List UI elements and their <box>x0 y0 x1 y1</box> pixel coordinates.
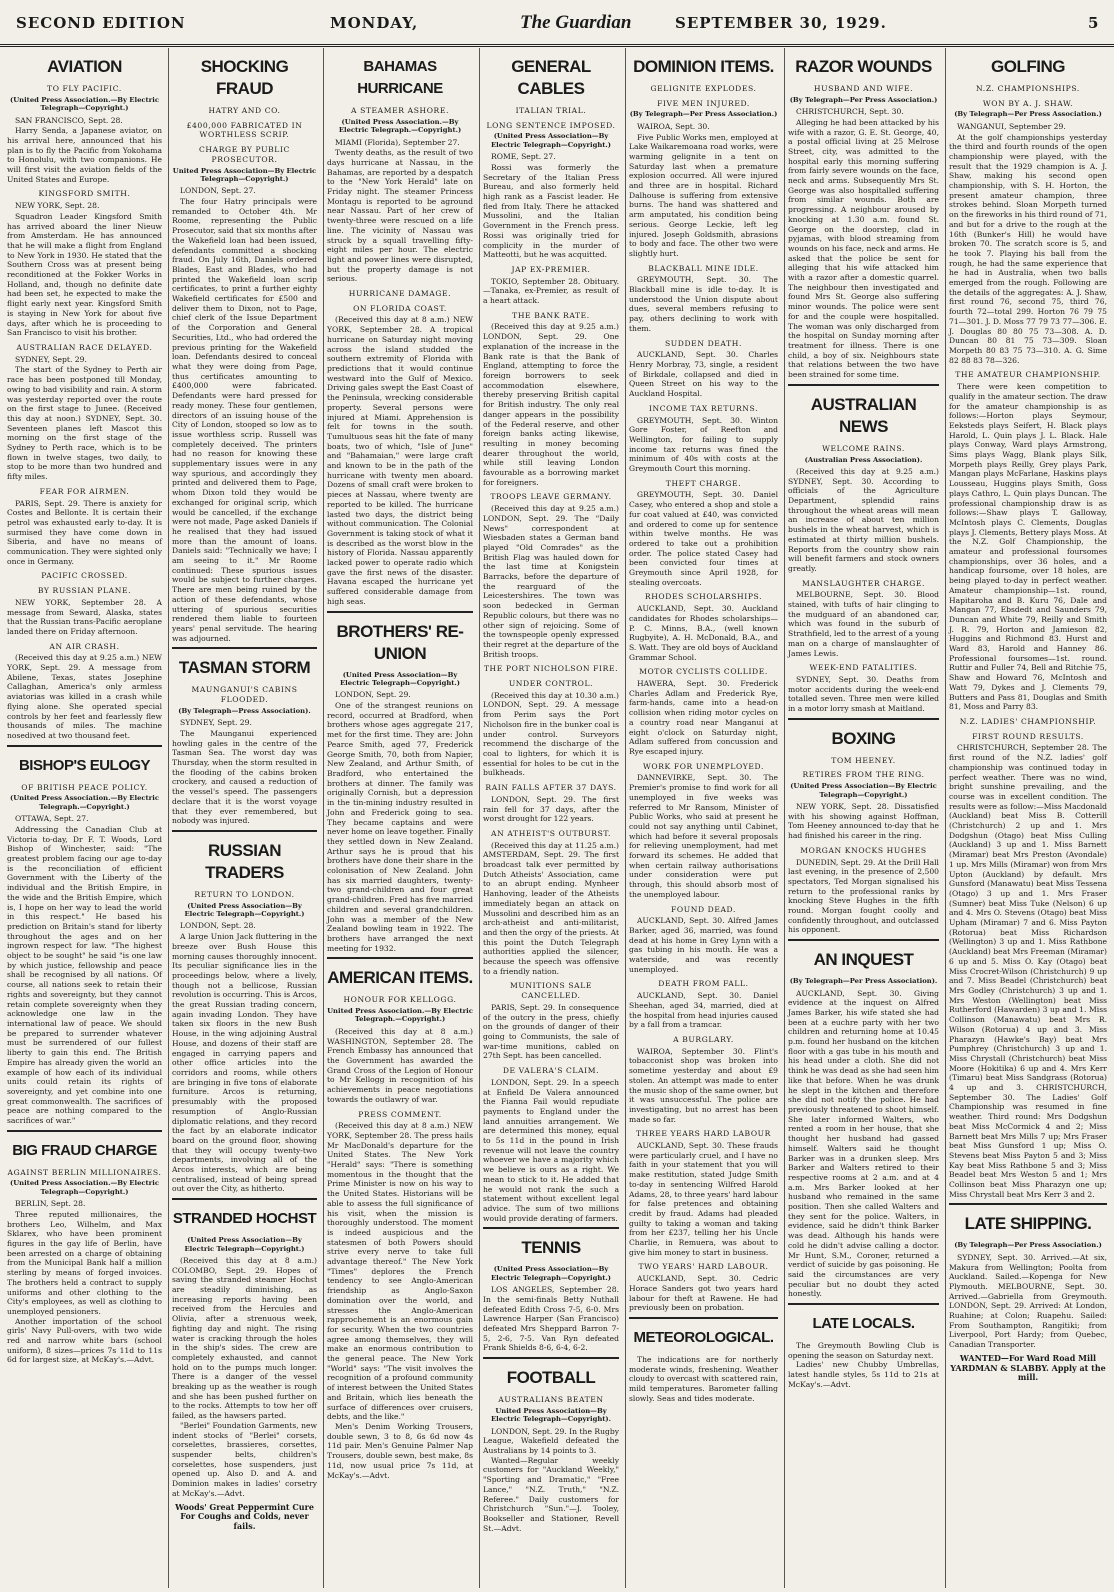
article-text: DANNEVIRKE, Sept. 30. The Premier's promise to find work for all unemployed in five weeks was referred to Mr Ransom, Minister of Public Works, who said at present he could not say anything until Cabinet, which had before it several proposals for relieving unemployment, had met forward its schemes. He added that when certain railway authorisations under consideration were put through, this should absorb most of the unemployed labour. <box>629 773 778 899</box>
subhead: TROOPS LEAVE GERMANY. <box>490 492 612 502</box>
column-6 <box>784 48 942 1588</box>
subhead: UNDER CONTROL. <box>508 679 594 689</box>
article-text: (Received this day at 8 a.m.) WASHINGTON, September 28. The French Embassy has announced that the Government has awarded the Grand Cross of the Legion of Honour to Mr Kellogg in recognition of his achievements in peace negotiations towards the outlawry of war. <box>327 1026 473 1104</box>
subhead: DEATH FROM FALL. <box>658 979 749 989</box>
divider <box>788 1303 939 1305</box>
subhead: WEEK-END FATALITIES. <box>809 663 918 673</box>
subhead: GELIGNITE EXPLODES. <box>650 84 757 93</box>
article-text: The four Hatry principals were remanded to October 4th. Mr Roome, representing the Public Prosecutor, said that six months after the Wakefield loan had been issued, defendants committed a shocking fraud. On July 16th, Daniels ordered Blades, East and Blades, who had printed the Wakefield loan scrip certificates, to print a further eighty Wakefield certificates for £500 and deliver them to Dixon, not to Page, chief clerk of the Issue Department of the Corporation and General Securities, Ltd., who had ordered the previous printing for the Wakefield loan. Defendants desired to conceal what they were doing from Page, thus certificates amounting to £400,000 were fabricated. Defendants were hard pressed for ready money. These four gentlemen, directors of an issuing house of the City of London, stooped so low as to issue worthless scrip. Russell was completely deceived. The printers had no reason for knowing these supplementary issues were in any way spurious, and accordingly they printed and delivered them to Page, whom Dixon told they would be exchanged for original scrip, which would be cancelled, if the exchange were not made, Page asked Daniels if he realised that they had issued more than the amount of loans. Daniels said: "Technically we have; I am seeing to it." Mr Roome continued: These spurious issues would be subject to further charges. There are men being ruined by the action of these defendants, whose uttering of spurious securities rendered them liable to fourteen years' penal servitude. The hearing was adjourned. <box>172 197 317 643</box>
subhead: THEFT CHARGE. <box>665 478 742 488</box>
article-text: GREYMOUTH, Sept. 30. The Blackball mine is idle to-day. It is understood the Union dispute about dues, several members refusing to pay, others declining to work with them. <box>629 275 778 333</box>
headline-american-items: AMERICAN ITEMS. <box>327 968 473 988</box>
dateline: NEW YORK, Sept. 28. <box>15 201 100 211</box>
headline-tennis: TENNIS <box>521 1238 581 1258</box>
article-text: LOS ANGELES, September 28. In the semi-finals Betty Nuthall defeated Edith Cross 7-5, 6-0. Mrs Lawrence Harper (San Francisco) defeated Mrs Sheppard Barron 7-5, 2-6, 7-5. Van Ryn defeated Frank Shields 8-6, 6-4, 6-2. <box>483 1285 619 1353</box>
subhead: THE AMATEUR CHAMPIONSHIP. <box>955 370 1101 380</box>
article-text: GREYMOUTH, Sept. 30. Winton Gore Foster, of Reefton and Wellington, for failing to supply income tax returns was fined the minimum of 40s with costs at the Greymouth Court this morning. <box>629 415 778 474</box>
subhead: MAUNGANUI'S CABINS FLOODED. <box>191 685 298 705</box>
subhead: AUSTRALIAN RACE DELAYED. <box>16 342 153 352</box>
subhead: AN ATHEIST'S OUTBURST. <box>491 828 611 838</box>
article-text: The indications are for northerly moderate winds, freshening. Weather cloudy to overcast with scattered rain, mild temperatures. Barometer falling slowly. Seas and tides moderate. <box>629 1354 778 1403</box>
subhead: HURRICANE DAMAGE. <box>348 289 452 299</box>
credit-line: (United Press Association—By Electric Telegraph—Copyright.) <box>790 782 937 799</box>
subhead: A STEAMER ASHORE. <box>350 106 450 115</box>
subhead: ON FLORIDA COAST. <box>353 303 447 313</box>
headline-russian-traders: RUSSIAN TRADERS <box>205 840 284 882</box>
dateline: SYDNEY, Sept. 29. <box>180 718 252 728</box>
headline-stranded-hochst: STRANDED HOCHST <box>172 1210 317 1228</box>
subhead: TWO YEARS' HARD LABOUR. <box>638 1262 769 1272</box>
article-text: The start of the Sydney to Perth air race has been postponed till Monday, owing to bad visibility and rain. A storm was yesterday reported over the route on the first stage to Junee. (Received this day at noon.) SYDNEY, Sept. 30. Seventeen planes left Mascot this morning on the first stage of the Sydney to Perth race, which is to be flown in twelve stages, two daily, to stop to be more than two hundred and fifty miles. <box>7 365 162 482</box>
article-text: AUCKLAND, Sept. 30. These frauds were particularly cruel, and I have no faith in your statement that you will make restitution, stated Judge Smith to-day in sentencing Wilfred Harold Adams, 28, to three years' hard labour for false pretences and obtaining credit by fraud. Adams had pleaded guilty to taking a woman and taking from her £237, telling her his Uncle Charlie, in Remuera, was about to give him money to start in business. <box>629 1141 778 1257</box>
article-text: (Received this day at 8 a.m.) COLOMBO, Sept. 29. Hopes of saving the stranded steamer Hochst are steadily diminishing, as increasing reports having been received from the Hercules and Olivia, after a strenuous week, fighting day and night. The rising water is cracking through the holes in the ship's sides. The crew are completely exhausted, and cannot hold on to the pumps much longer. There is a danger of the vessel breaking up as the weather is rough and she has been pushed further on to the rocks. Attempts to tow her off failed, as the hawsers parted. <box>172 1255 317 1421</box>
credit-line: (By Telegraph—Per Press Association.) <box>954 110 1102 119</box>
headline-australian-news: AUSTRALIAN NEWS <box>810 394 917 436</box>
headline-aviation: AVIATION <box>47 57 122 76</box>
dateline: WAIROA, Sept. 30. <box>637 121 710 131</box>
credit-line: (United Press Association.—By Electric Telegraph—Copyright.) <box>10 1179 159 1196</box>
column-3 <box>323 48 476 1588</box>
headline-fraud-charge: BIG FRAUD CHARGE <box>12 1141 157 1159</box>
subhead: MUNITIONS SALE CANCELLED. <box>509 981 593 1001</box>
article-text: Harry Senda, a Japanese aviator, on his arrival here, announced that his plan is to fly the Pacific from Yokohama to Honolulu, with two companions. He will first visit the aviation fields of the United States and Europe. <box>7 126 162 184</box>
article-text: (Received this day at 10.30 a.m.) LONDON, Sept. 29. A message from Perim says the Port Nicholson fire in the bunker coal is under control. Surveyors recommend the discharge of the coal to lighters, for which it is essential for holes to be cut in the bulkheads. <box>483 690 619 778</box>
subhead: HONOUR FOR KELLOGG. <box>343 995 457 1005</box>
article-text: SYDNEY, Sept. 30. Deaths from motor accidents during the week-end totalled seven. Three men were killed in a motor lorry smash at Maitland. <box>788 674 939 714</box>
subhead: CHARGE BY PUBLIC PROSECUTOR. <box>199 145 290 164</box>
headline-razor-wounds: RAZOR WOUNDS <box>795 57 932 76</box>
subhead: AN AIR CRASH. <box>49 641 120 651</box>
article-text: Five Public Works men, employed at Lake Waikaremoana road works, were warming gelignite in a tent on Saturday last when a premature explosion occurred. All were injured and three are in hospital. Richard Dalhouse is suffering from extensive burns. The hand was shattered and arm amputated, his condition being serious. George Leckie, left leg injured. Joseph Goldsmith, abrasions to body and face. The other two were slightly hurt. <box>629 132 778 258</box>
article-text: NEW YORK, Sept. 28. Dissatisfied with his showing against Hoffman, Tom Heeney announced to-day that he had finished his career in the ring. <box>788 802 939 841</box>
subhead: PACIFIC CROSSED. <box>41 571 128 581</box>
credit-line: (By Telegraph—Per Press Association). <box>789 977 938 986</box>
edition-label: SECOND EDITION <box>16 14 186 32</box>
credit-line: (United Press Association.—By Electric Telegraph.—Copyright.) <box>10 794 159 811</box>
divider <box>7 745 162 747</box>
subhead: HATRY AND CO. <box>208 106 281 115</box>
article-text: NEW YORK, September 28. A message from Seward, Alaska, states that the Russian trans-Pacific aeroplane landed there on Friday afternoon. <box>7 597 162 636</box>
divider <box>7 1130 162 1132</box>
article-text: AUCKLAND, Sept. 30. Giving evidence at the inquest on Alfred James Barker, his wife stated she had been at a euchre party with her two children and returning home at 10.45 p.m. found her husband on the kitchen floor with a gas tube in his mouth and his head under a cloth. She did not think he was dead as she had seen him like that before. When he was drunk he slept in the kitchen and therefore she did not notify the police. He had previously threatened to shoot himself. She later informed Walters, who rented a room in her house, that she thought her husband had gassed himself. Walters said he thought Barker was in a drunken sleep. Mrs Barker and Walters retired to their respective rooms at 2 a.m. and at 4 a.m. Mrs Barker looked at her husband who remained in the same position. Then she called Walters and they sent for the police. Walters, in evidence, said he didn't think Barker was dead. Although his hands were cold he didn't advise calling a doctor. Mr Hunt, S.M., Coroner, returned a verdict of suicide by gas poisoning. He said the circumstances are very peculiar but no doubt they acted honestly. <box>788 988 939 1299</box>
date-label: SEPTEMBER 30, 1929. <box>675 14 887 32</box>
subhead: MORGAN KNOCKS HUGHES <box>800 845 927 855</box>
article-text: TOKIO, September 28. Obituary.—Tanaka, ex-Premier, as result of a heart attack. <box>483 276 619 306</box>
article-text: LONDON, Sept. 29. In the Rugby League, Wakefield defeated the Australians by 14 points to 3. <box>483 1426 619 1455</box>
subhead: BY RUSSIAN PLANE. <box>37 586 132 596</box>
divider <box>327 611 473 613</box>
credit-line: (By Telegraph—Per Press Association.) <box>954 1241 1102 1250</box>
column-5 <box>625 48 781 1588</box>
divider <box>788 939 939 941</box>
subhead: RETURN TO LONDON. <box>194 889 295 899</box>
divider <box>483 1227 619 1229</box>
divider <box>949 1203 1107 1205</box>
subhead: RETIRES FROM THE RING. <box>802 770 925 780</box>
article-text: CHRISTCHURCH, September 28. The first round of the N.Z. ladies' golf championship was continued today in perfect weather. There was no wind, bright sunshine prevailing, and the course was in excellent condition. The results were as follow:—Miss Macdonald (Auckland) beat Miss B. Cotterill (Christchurch) 2 up and 1. Mrs Dodgshun (Otago) beat Miss Culling (Auckland) 3 up and 1. Miss Barnett (Miramar) beat Mrs Preston (Avondale) 1 up. Mrs Mills (Miramar) won from Mrs Upton (Auckland) by default. Mrs Gunsford (Manawatu) beat Miss Tessena (Otago) 3 up and 1. Mrs Fraser (Sumner) beat Miss Tuke (Nelson) 6 up and 4. Mrs O. Stevens (Otago) beat Miss Upham (Miramar) 7 and 6. Miss Payton (Rotorua) beat Miss Richardson (Wellington) 3 up and 1. Miss Rathbone (Auckland) beat Mrs Freeman (Miramar) 6 up and 5. Miss O. Kay (Otago) beat Miss Crocret-Wilson (Christchurch) 9 up and 7. Miss Beadel (Christchurch) beat Mrs Godley (Christchurch) 3 up and 1. Mrs Weston (Wellington) beat Miss Rutherford (Hawarden) 3 up and 1. Miss Collinson (Manawatu) beat Mrs R. Wilson (Rotorua) 4 up and 3. Miss Pharazyn (Hawke's Bay) beat Mrs Pumphrey (Christchurch) 3 up and 1. Miss Chrystall (Christchurch) beat Miss Moore (Hokitika) 6 up and 4. Mrs Kerr (Timaru) beat Miss Sandgrass (Rotorua) 4 up and 3. CHRISTCHURCH, September 30. The Ladies' Golf Championship was resumed in fine weather. Third round: Mrs Dodgshun beat Miss McCormick 4 and 2; Miss Barnett beat Mrs Mills 7 up; Mrs Fraser beat Miss Gunsford 1 up; Miss O. Stevens beat Miss Payton 5 and 3; Miss Kay beat Miss Rathbone 5 and 3; Miss Beadel beat Mrs Weston 5 and 1; Mrs Collinson beat Miss Pharazyn one up; Miss Chrystall beat Mrs Kerr 3 and 2. <box>949 743 1107 1199</box>
credit-line: United Press Association.—By Electric Telegraph.—Copyright.) <box>327 1007 473 1024</box>
article-text: One of the strangest reunions on record, occurred at Bradford, when brothers whose ages aggregate 217, met for the first time. They are: John Pearce Smith, aged 77, Frederick George Smith, 70, both from Napier, New Zealand, and Arthur Smith, of Bradford, who entertained the brothers at dinner. The family was originally Cornish, but a depression in the tin-mining industry resulted in John and Frederick going to sea. They became captains and were never home on leave together. Finally they settled down in New Zealand. Arthur says he is proud that his brothers have done their share in the colonisation of New Zealand. John has six married daughters, twenty-two grand-children and four great grand-children. Fred has five married children and several grandchildren. John was a member of the New Zealand bowling team in 1922. The brothers have arranged the next meeting for 1932. <box>327 701 473 953</box>
article-text: At the golf championships yesterday the third and fourth rounds of the open championship were played, with the result that the 1929 champion is A. J. Shaw, making his second open championship, with S. H. Horton, the present amateur champion, three strokes behind. Sloan Morpeth turned on the fireworks in his third round of 71, and but for a drive to the rough at the 16th (Bunker's Hill) he would have broken 70. The scratch score is 5, and he took 7. Playing his ball from the rough, he had the same experience that he had in Australia, when two balls emerged from the rough. Following are the details of the aggregates: A. J. Shaw, first round 76, second 75, third 76, fourth 72—total 299. Horton 76 79 75 71—301. J. D. Moss 77 79 73 77—306. E. J. Douglas 80 80 75 73—308. A. D. Duncan 80 81 75 73—309. Sloan Morpeth 80 83 75 73—310. A. G. Sime 82 88 83 78—326. <box>949 132 1107 365</box>
advertisement: Wanted—Regular weekly customers for "Auckland Weekly," "Sporting and Dramatic," "Free Lance," "N.Z. Truth," "N.Z. Referee." Daily customers for Christchurch "Sun."—J. Tooley, Bookseller and Stationer, Revell St.—Advt. <box>483 1455 619 1533</box>
credit-line: (Australian Press Association). <box>804 455 923 464</box>
masthead <box>0 0 1114 47</box>
dateline: SAN FRANCISCO, Sept. 28. <box>15 115 123 125</box>
divider <box>172 647 317 649</box>
dateline: LONDON, Sept. 28. <box>180 921 256 931</box>
subhead: FEAR FOR AIRMEN. <box>39 486 130 496</box>
subhead: N.Z. LADIES' CHAMPIONSHIP. <box>959 717 1097 726</box>
headline-shocking-fraud: SHOCKING FRAUD <box>200 57 289 98</box>
article-text: (Received this day at 9.25 a.m.) SYDNEY, Sept. 30. According to officials of the Agriculture Department, splendid rains throughout the wheat areas will mean an increase of about ten million bushels in the wheat harvest, which is estimated at thirty million bushels. Reports from the country show rain will benefit farmers and stock owners greatly. <box>788 466 939 573</box>
subhead: PRESS COMMENT. <box>358 1109 442 1119</box>
credit-line: (By Telegraph—Per Press Association.) <box>789 95 938 104</box>
dateline: WANGANUI, September 29. <box>957 121 1066 131</box>
advertisement: Another importation of the school girls' Navy Pull-overs, with two wide red and narrow white bars (school uniform), 8 sizes—prices 7s 11d to 11s 6d for largest size, at McKay's.—Advt. <box>7 1316 162 1365</box>
article-text: Three reputed millionaires, the brothers Leo, Wilhelm, and Max Sklarex, who have been prominent figures in the gay life of Berlin, have been arrested on a charge of obtaining from the Municipal Bank half a million sterling by means of forged invoices. The brothers held a contract to supply uniforms and other clothing to the City's employees, as well as clothing to unemployed pensioners. <box>7 1209 162 1316</box>
column-2 <box>168 48 320 1588</box>
subhead: A BURGLARY. <box>673 1034 734 1044</box>
headline-an-inquest: AN INQUEST <box>813 950 914 970</box>
subhead: RHODES SCHOLARSHIPS. <box>644 592 763 602</box>
article-text: AUCKLAND, Sept. 30. Alfred James Barker, aged 36, married, was found dead at his home in Grey Lynn with a gas tubing in his mouth. He was a waterside, and was recently unemployed. <box>629 916 778 974</box>
subhead: BLACKBALL MINE IDLE. <box>648 263 759 273</box>
subhead: LONG SENTENCE IMPOSED. <box>486 120 616 130</box>
subhead: ITALIAN TRIAL. <box>515 106 587 115</box>
advertisement: Men's Denim Working Trousers, double sewn, 3 to 8, 6s 6d now 4s 11d pair. Men's Genuine Palmer Nap Trousers, double sewn, best make, 8s 11d, now usual price 7s 11d, at McKay's.—Advt. <box>327 1422 473 1480</box>
article-text: (Received this day at 9.25 a.m.) NEW YORK, Sept. 29. A message from Abilene, Texas, states Josephine Callaghan, America's only armless aviatorias was killed in a crash while flying alone. She operated special controls by her feet and fearlessly flew thousands of miles. The machine nosedived at two thousand feet. <box>7 653 162 740</box>
credit-line: (By Telegraph—Press Association). <box>178 706 311 715</box>
article-text: AUCKLAND, Sept. 30. Charles Henry Morbray, 73, single, a resident of Birkdale, collapsed and died in Queen Street on his way to the Auckland Hospital. <box>629 350 778 399</box>
headline-football: FOOTBALL <box>506 1368 596 1388</box>
dateline: MIAMI (Florida), September 27. <box>335 137 460 147</box>
credit-line: (By Telegraph—Per Press Association.) <box>629 110 778 119</box>
headline-bishop: BISHOP'S EULOGY <box>18 756 151 774</box>
article-text: A large Union Jack fluttering in the breeze over Bush House this morning causes thoroughly innocent. Its peculiar significance lies in the proceedings below, where a lively, though not a bellicose, Russian revolution is occurring. This is Arcos, the great Russian trading concern, again invading London. They have taken six floors in the new Bush House, in the wing adjoining Austral House, and dozens of their staff are engaged in carrying papers and other office articles into the corridors and rooms, while others are bringing in five tons of elaborate furniture. Arcos is returning, presumably with the proposed resumption of Anglo-Russian diplomatic relations, and they record the fact by an elaborate indicator board on the ground floor, showing that they will occupy twenty-two departments, involving all of the Arcos interests, which are being centralised, instead of being spread out over the City, as hitherto. <box>172 932 317 1194</box>
article-text: MELBOURNE, Sept. 30. Blood stained, with tufts of hair clinging to the mudguard of an abandoned car, which was found in the suburb of Strathfield, led to the arrest of a young man on a charge of manslaughter of James Lewis. <box>788 590 939 658</box>
article-text: The Maunganui experienced howling gales in the centre of the Tasman Sea. The worst day was Thursday, when the storm resulted in the flooding of the cabins broken crockery, and caused a reduction of the vessel's speed. The passengers declare that it is the worst voyage that they ever remembered, but nobody was injured. <box>172 728 317 826</box>
article-text: LONDON, Sept. 29. In a speech at Enfield De Valera announced the Fianna Fail would repudiate payments to England under the land annuities arrangement. We are determined this money, equal to 5s 11d in the pound in Irish revenue will not leave the country whoever we have a majority which we believe is ours as a right. We mean to stick to it. He added that he would not rank the such a statement without excellent legal advice. The sum of two millions would provide derating of farmers. <box>483 1077 619 1223</box>
divider <box>172 1198 317 1200</box>
article-text: The Greymouth Bowling Club is opening the season on Saturday next. <box>788 1341 939 1360</box>
subhead: WORK FOR UNEMPLOYED. <box>643 761 764 771</box>
subhead: THE PORT NICHOLSON FIRE. <box>483 664 619 674</box>
article-text: PARIS, Sept. 29. In consequence of the outcry in the press, chiefly on the grounds of danger of their going to Communists, the sale of war-time munitions, cabled on 27th Sept. has been cancelled. <box>483 1002 619 1061</box>
subhead: MOTOR CYCLISTS COLLIDE. <box>639 667 768 677</box>
headline-meteorological: METEOROLOGICAL. <box>633 1328 774 1346</box>
column-1 <box>4 48 165 1588</box>
headline-late-shipping: LATE SHIPPING. <box>964 1214 1092 1234</box>
subhead: FIVE MEN INJURED. <box>657 98 750 108</box>
dateline: BERLIN, Sept. 28. <box>15 1199 86 1209</box>
subhead: JAP EX-PREMIER. <box>511 264 591 274</box>
article-text: AUCKLAND, Sept. 30. Daniel Sheehan, aged 34, married, died at the hospital from head injuries caused by a fall from a tramcar. <box>629 991 778 1030</box>
day-label: MONDAY, <box>330 14 419 32</box>
divider <box>483 1357 619 1359</box>
divider <box>172 830 317 832</box>
advertisement: "Berlei" Foundation Garments, new indent stocks of "Berlei" corsets, corselettes, brassieres, corsettes, suspender belts, children's corselettes, hose suspenders, just opened up. Also D. and A. and Dominion makes in ladies' corsetry at McKay's.—Advt. <box>172 1420 317 1498</box>
headline-tasman-storm: TASMAN STORM <box>178 658 311 678</box>
headline-boxing: BOXING <box>831 728 896 748</box>
dateline: OTTAWA, Sept. 27. <box>15 814 89 824</box>
article-text: (Received this day at 9.25 a.m.) LONDON, Sept. 29. One explanation of the increase in the Bank rate is that the Bank of England, attempting to force the foreign borrowers to seek accommodation elsewhere, thereby preserving British capital for British industry. The only real danger appears in the possibility of the Federal reserve, and other foreign banks acting likewise, resulting in money becoming dearer throughout the world, while still leaving London favourable as a borrowing market for foreigners. <box>483 322 619 487</box>
dateline: ROME, Sept. 27. <box>491 152 556 162</box>
subhead: FOUND DEAD. <box>671 904 736 914</box>
credit-line: (United Press Association.—By Electric Telegraph—Copyright.) <box>10 95 159 113</box>
subhead: THREE YEARS HARD LABOUR <box>636 1129 771 1139</box>
article-text: GREYMOUTH, Sept. 30. Daniel Casey, who entered a shop and stole a fur coat valued at £40, was convicted and ordered to come up for sentence within twelve months. He was ordered to take out a prohibition order. The police stated Casey had been convicted four times at Greymouth since April 1928, for stealing overcoats. <box>629 490 778 587</box>
subhead: WON BY A. J. SHAW. <box>982 98 1074 108</box>
advertisement: Ladies' new Chubby Umbrellas, latest handle styles, 5s 11d to 21s at McKay's.—Advt. <box>788 1360 939 1389</box>
article-text: Rossi was formerly the Secretary of the Italian Press Bureau, and also formerly held high rank as a Fascist leader. He fled from Italy. There he attacked Mussolini, and the Italian Government in the French press. Rossi was originally tried for complicity in the murder of Matteotti, but he was acquitted. <box>483 162 619 260</box>
credit-line: (United Press Association.—By Electric Telegraph.—Copyright.) <box>338 117 462 135</box>
subhead: N.Z. CHAMPIONSHIPS. <box>976 84 1080 93</box>
advertisement-woods: Woods' Great Peppermint Cure For Coughs and Colds, never fails. <box>175 1501 314 1531</box>
article-text: WAIROA, September 30. Flint's tobacconist shop was broken into sometime yesterday and about £9 stolen. An attempt was made to enter the music shop of the same owner, but it was unsuccessful. The police are investigating, but no arrest has been made so far. <box>629 1046 778 1124</box>
subhead: THE BANK RATE. <box>512 310 590 320</box>
subhead: HUSBAND AND WIFE. <box>813 84 914 93</box>
headline-dominion-items: DOMINION ITEMS. <box>633 57 774 76</box>
article-text: AUCKLAND, Sept. 30. Auckland candidates for Rhodes scholarships—P. C. Minns, B.A., (well known Rugbyite), A. H. McDonald, B.A., and S. Watt. They are old boys of Auckland Grammar School. <box>629 604 778 662</box>
article-text: (Received this day at 8 a.m.) NEW YORK, September 28. A tropical hurricane on Saturday night moving across the island studded the southern extremity of Florida with predictions that it would continue westward into the Gulf of Mexico. Driving gales swept the East Coast of the Peninsula, wrecking considerable property. Several persons were injured at Miami. Apprehension is felt for towns in the south. Tumultuous seas hit the fate of many boats, two of which, "Isle of June" and "Bahamaian," were large craft and known to be in the path of the hurricane with twenty men aboard. Dozens of small craft were broken to pieces at Nassau, where twenty are reported to be killed. The hurricane lasted two days, the district being without communication. The Colonial Government is taking stock of what it is described as the worst blow in the history of Florida. Nassau apparently lacked power to operate radio which gave the first news of the disaster. Havana escaped the hurricane yet suffered considerable damage from high seas. <box>327 315 473 606</box>
divider <box>788 718 939 720</box>
divider <box>629 1317 778 1319</box>
headline-brothers-reunion: BROTHERS' RE-UNION <box>336 621 464 663</box>
article-text: PARIS, Sept. 29. There is anxiety for Costes and Bellonte. It is certain their petrol was exhausted early to-day. It is surmised they have come down in Siberia, and have no means of communication. They were sighted only once in Germany. <box>7 498 162 566</box>
credit-line: United Press Association—By Electric Telegraph—Copyright.) <box>172 166 317 183</box>
article-text: HAWERA, Sept. 30. Frederick Charles Adlam and Frederick Rye, farm-hands, came into a head-on collision when riding motor cycles on a country road near Manganui at eight o'clock on Saturday night, Adlam suffered from concussion and Rye escaped injury. <box>629 679 778 756</box>
credit-line: (United Press Association—By Electric Telegraph—Copyright.) <box>491 1265 611 1282</box>
article-text: (Received this day at 8 a.m.) NEW YORK, September 28. The press hails Mr MacDonald's departure for the United States. The New York "Herald" says: "There is something momentous in the thought that the Prime Minister is now on his way to the United States. Historians will be able to assess the full significance of his visit, when the mission is thoroughly understood. The moment is indeed auspicious and the statesmen of both Powers should strive every nerve to take full advantage thereof." The New York "Times" deplores the French tendency to see Anglo-American friendship as Anglo-Saxon domination over the world, and stresses the Anglo-American rapprochement is an enormous gain for security. When the two countries agree among themselves, they will make an enormous contribution to the general peace. The New York "World" says: "The visit involves the recognition of a profound community of interest between the United States and Britain, which lies beneath the surface of differences over cruisers, debts, and the like." <box>327 1121 473 1422</box>
credit-line: (United Press Association—By Electric Telegraph—Copyright.) <box>491 132 611 149</box>
dateline: LONDON, Sept. 27. <box>180 186 256 196</box>
subhead: KINGSFORD SMITH. <box>38 189 131 199</box>
article-text: LONDON, Sept. 29. The first rain fell for 37 days, after the worst drought for 122 years. <box>483 794 619 824</box>
article-text: Addressing the Canadian Club at Victoria to-day, Dr F. T. Woods, Lord Bishop of Winchester, said: "The greatest problem facing our age to-day is the reconciliation of efficient Government with the Liberty of the individual and the British Empire, in the wide and the British Empire, which is, I hope on her way to lead the world in this respect." He based his prediction on Britain's stand for liberty throughout the ages and on her ingrown respect for law. "The highest object to be sought" he said "is one law by which justice, fellowship and peace shall be recognised by all nations. Of course, all nations seek to retain their rights and sovereignty, but they cannot retain complete sovereignty when they acknowledge one law in the international law of peace. We should be prepared to surrender whatever must be surrendered of our fullest liberty to gain this end. The British Empire has already given the world an example of how each of its individual units could retain its rights of sovereignty, and yet combine into one great commonwealth. The sacrifices of peace are nothing compared to the sacrifices of war." <box>7 824 162 1126</box>
dateline: LONDON, Sept. 29. <box>335 690 411 700</box>
article-text: (Received this day at 11.25 a.m.) AMSTERDAM, Sept. 29. The first broadcast talk ever permitted by Dutch Atheists' Association, came to an abrupt ending. Mynheer Hanhoving, leader of the Atheists immediately began an attack on Mussolini and described him as an arch-atheist and anti-militarist, and then the orgy of the priests. At this point the Dutch Telegraph authorities applied the silencer, because the speech was offensive to a friendly nation. <box>483 840 619 976</box>
credit-line: (United Press Association—By Electric Telegraph—Copyright.) <box>184 1236 305 1253</box>
article-text: Squadron Leader Kingsford Smith has arrived aboard the liner Nieuw from Amsterdam. He has announced that he will make a flight from England to New York in 1930. He stated that the Southern Cross was at present being reconditioned at the Fokker Works in Holland, and, though no definite date had been set, he expected to make the flight early next year. Kingsford Smith is staying in New York for about five days, after which he is proceeding to San Francisco to visit his brother. <box>7 211 162 338</box>
headline-general-cables: GENERAL CABLES <box>511 57 591 98</box>
subhead: TOM HEENEY. <box>831 755 896 765</box>
column-4 <box>479 48 622 1588</box>
divider <box>788 384 939 386</box>
headline-late-locals: LATE LOCALS. <box>812 1315 915 1333</box>
headline-golfing: GOLFING <box>991 57 1065 76</box>
subhead: DE VALERA'S CLAIM. <box>502 1066 600 1076</box>
subhead: £400,000 FABRICATED IN WORTHLESS SCRIP. <box>186 120 303 140</box>
credit-line: United Press Association—By Electric Telegraph—Copyright). <box>491 1406 611 1424</box>
article-text: DUNEDIN, Sept. 29. At the Drill Hall last evening, in the presence of 2,500 spectators, Ted Morgan signalised his return to the professional ranks by knocking Steve Hughes in the fifth round. Morgan fought coolly and confidently throughout, and outclassed his opponent. <box>788 857 939 935</box>
subhead: OF BRITISH PEACE POLICY. <box>21 782 148 792</box>
article-text: Alleging he had been attacked by his wife with a razor, G. E. St. George, 40, a postal official living at 25 Melrose Street, city, was admitted to the hospital early this morning suffering from fairly severe wounds on the face, neck and arms. Subsequently Mrs St. George was also hospitalled suffering from similar wounds. Both are progressing. A neighbour aroused by knocking at 1.30 a.m. found St. George on the doorstep, clad in pyjamas, with blood streaming from wounds on his face, neck and arms. He asked that the police be sent for alleging that his wife attacked him with a razor after a domestic quarrel. The neighbour then investigated and found Mrs St. George also suffering minor wounds. The police were sent for and the couple were hospitalled. The woman was only discharged from the hospital on Sunday morning after treatment for illness. There is one child, a boy of six. Neighbours state that relations between the two have been strained for some time. <box>788 117 939 380</box>
newspaper-title: The Guardian <box>520 12 632 33</box>
subhead: INCOME TAX RETURNS. <box>648 403 759 413</box>
dateline: CHRISTCHURCH, Sept. 30. <box>796 107 904 117</box>
article-text: SYDNEY, Sept. 30. Arrived.—At six, Makura from Wellington; Poolta from Auckland. Sailed.—Kopenga for New Plymouth. MELBOURNE, Sept. 30. Arrived.—Gabriella from Greymouth. LONDON, Sept. 29. Arrived: At London, Ruahine; at Colon; Ruapehu. Sailed: From Southampton, Rangitiki; from Liverpool, Port Hardy; from Quebec, Canadian Transporter. <box>949 1252 1107 1350</box>
article-text: Twenty deaths, as the result of two days hurricane at Nassau, in the Bahamas, are reported by a despatch to the "New York Herald" late on Friday night. The steamer Princess Montagu is reported to be aground near Nassau. Part of her crew of twenty-three were rescued on a life line. The vicinity of Nassau was struck by a squall travelling fifty-eight miles per hour. The electric light and power lines were disrupted, but the property damage is not serious. <box>327 148 473 284</box>
article-text: AUCKLAND, Sept. 30. Cedric Horace Sanders got two years hard labour for theft at Rawene. He had previously been on probation. <box>629 1274 778 1313</box>
subhead: AGAINST BERLIN MILLIONAIRES. <box>7 1167 162 1177</box>
divider <box>327 957 473 959</box>
subhead: AUSTRALIANS BEATEN <box>498 1395 604 1405</box>
article-text: (Received this day at 9.25 a.m.) LONDON, Sept. 29. The "Daily News" correspondent at Wiesbaden states a German band played "Old Comrades" as the British Flag was hauled down for the last time at Konigstein Barracks, before the departure of the rearguard of the Leicestershires. The town was soon bedecked in German Republic colours, but there was no other sign of rejoicing. Some of the townspeople openly expressed their regret at the departure of the British troops. <box>483 504 619 659</box>
column-7 <box>945 48 1110 1588</box>
subhead: MANSLAUGHTER CHARGE. <box>801 578 926 588</box>
advertisement-wanted: WANTED—For Ward Road Mill YARDMAN & SLABBY. Apply at the mill. <box>950 1352 1106 1383</box>
credit-line: (United Press Association—By Electric Telegraph—Copyright.) <box>340 670 460 687</box>
subhead: FIRST ROUND RESULTS. <box>972 731 1084 741</box>
subhead: WELCOME RAINS. <box>822 443 905 453</box>
subhead: SUDDEN DEATH. <box>665 338 742 348</box>
article-text: There were keen competition to qualify in the amateur section. The draw for the amateur championship is as follows:—Horton plays Seymour, Eeksteds plays Seifert, H. Black plays Harold, L. Quin plays J. L. Black. Hale plays Conway, Ward plays Armstrong, Sims plays Wagg, Blank plays Silk, Morpeth plays Reilly, Grey plays Park, Mangan plays McFarlane, Haskins plays Lousseau, Huggins plays Smith, Goss plays Cathro, L. Quin plays Duncan. The professional championship draw is as follows:—Shaw plays T. Galloway, McIntosh plays C. Clements, Douglas plays J. Clements, Bettery plays Moss. At the N.Z. Golf Championship, the amateur and professional foursomes championships, over 36 holes, and a handicap foursome, over 18 holes, are being played to-day in perfect weather. Amateur championship—1st. round, Hapitaroha and B. Kuru 76, Dale and Mangan 77, Ebsdedt and Saunders 79, Duncan and White 79, Reilly and Smith J. R. 79, Horton and Jamieson 82, Huggins and Richmond 83. Hurst and Ward 83, Harold and Hanney 86. Professional foursomes—1st. round. Ruttir and Fuller 74, Bell and Ritchie 75, Shaw and Howard 76, McIntosh and Watt 79, Dykes and J. Clements 79, Butters and Pass 81, Douglas and Smith 81, Moss and Parry 83. <box>949 382 1107 712</box>
page-number: 5 <box>1088 14 1100 32</box>
dateline: SYDNEY, Sept. 29. <box>15 354 87 364</box>
subhead: RAIN FALLS AFTER 37 DAYS. <box>485 783 617 793</box>
credit-line: (United Press Association—By Electric Telegraph—Copyright.) <box>184 901 305 919</box>
headline-bahamas-hurricane: BAHAMAS HURRICANE <box>357 58 443 97</box>
subhead: TO FLY PACIFIC. <box>47 84 122 93</box>
